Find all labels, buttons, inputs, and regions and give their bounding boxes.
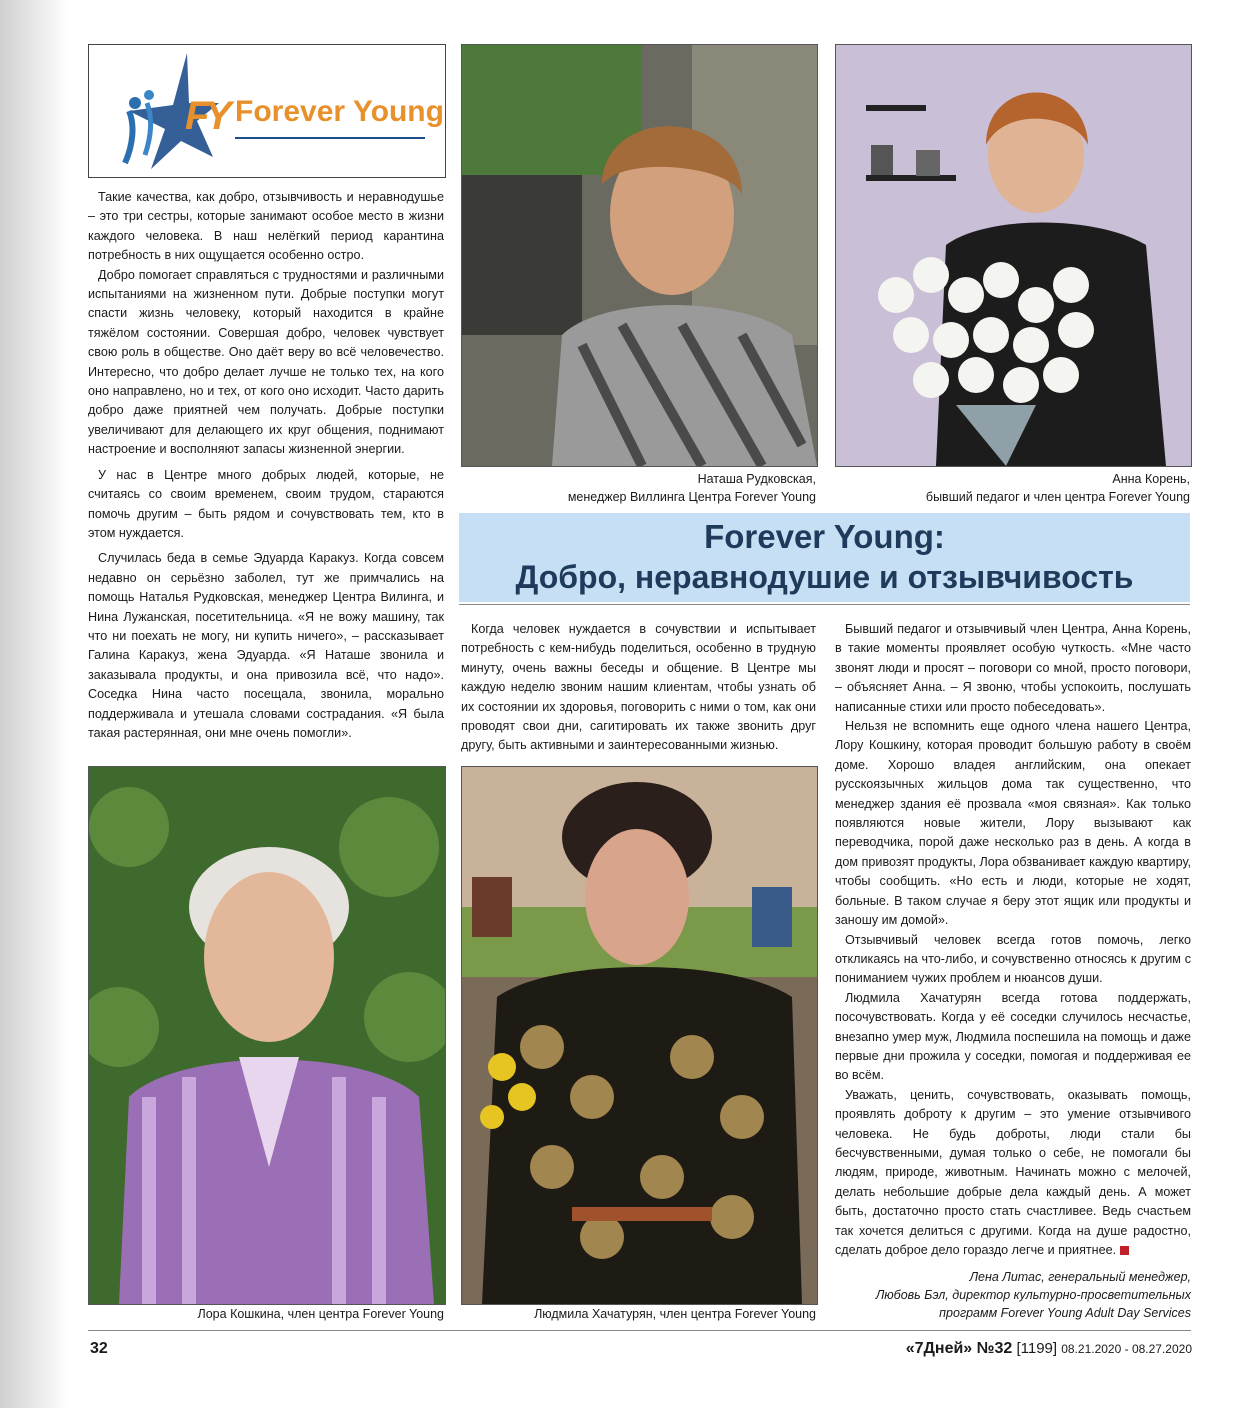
svg-text:F: F <box>185 94 210 138</box>
caption-line: Наташа Рудковская, <box>697 472 816 486</box>
paragraph: Нельзя не вспомнить еще одного члена нашего Центра, Лору Кошкину, которая проводит большую работу в своём доме. Хорошо владея английским, она опекает русскоязычных жильцов дома так существенно, что менеджер здания её прозвала «моя связная». Как только появляются новые жители, Лору вызывают как переводчика, порой даже несколько раз в день. А когда в дом привозят продукты, Лора обзванивает каждую квартиру, чтобы сообщить. «Но есть и люди, которые не ходят, больные. В таком случае я беру этот ящик или продукты и заношу им домой». <box>835 719 1191 928</box>
headline-rule <box>459 604 1190 605</box>
signature <box>835 1268 1191 1322</box>
caption-line: Анна Корень, <box>1112 472 1190 486</box>
caption-lyudmila: Людмила Хачатурян, член центра Forever Young <box>534 1307 816 1321</box>
caption-line: бывший педагог и член центра Forever Young <box>925 490 1190 504</box>
signature-line: Лена Литас, генеральный менеджер, <box>969 1270 1191 1284</box>
end-mark-icon <box>1120 1246 1129 1255</box>
paragraph: У нас в Центре много добрых людей, которые, не считаясь со своим временем, своим трудом, стараются помочь другим – быть рядом и сочувствовать тем, кто в этом нуждается. <box>88 467 444 540</box>
photo-anna-koren <box>835 44 1192 467</box>
paragraph: Когда человек нуждается в сочувствии и испытывает потребность с кем-нибудь поделиться, особенно в трудную минуту, очень важны беседы и общение. В Центре мы каждую неделю звоним нашим клиентам, чтобы узнать об их состоянии их здоровья, поговорить с ними о том, как они проводят свои дни, сагитировать их также звонить друг другу, быть активными и заинтересованными жизнью. <box>461 622 816 753</box>
column-2-text <box>461 620 816 756</box>
paragraph-text: Уважать, ценить, сочувствовать, оказывать помощь, проявлять доброту к другим – это умение отзывчивого человека. Не будь доброты, люди стали бы бесчувственными, думая только о себе, не помогали бы людям, природе, животным. Начинать можно с мелочей, делать небольшие добрые дела каждый день. А может быть, достаточно просто стать счастливее. Ведь счастьем так хочется делиться с другими. Когда на душе радостно, сделать доброе дело гораздо легче и приятнее. <box>835 1087 1191 1257</box>
footer-rule <box>88 1330 1191 1331</box>
magazine-issue <box>906 1340 1192 1358</box>
column-3-text <box>835 620 1191 1260</box>
article-headline <box>459 513 1190 602</box>
signature-line: Любовь Бэл, директор культурно-просветительных <box>875 1288 1191 1302</box>
page-gutter-shadow <box>0 0 70 1408</box>
page-number: 32 <box>90 1340 108 1357</box>
paragraph: Такие качества, как добро, отзывчивость и неравнодушье – это три сестры, которые занимают особое место в жизни каждого человека. В наш нелёгкий период карантина потребность в них ощущается особенно остро. <box>88 190 444 263</box>
paragraph: Бывший педагог и отзывчивый член Центра, Анна Корень, в такие моменты проявляет особую чуткость. «Мне часто звонят люди и просят – поговори со мной, просто поговори, – объясняет Анна. – Я звоню, чтобы успокоить, послушать написанные стихи или просто побеседовать». <box>835 622 1191 714</box>
caption-line: менеджер Виллинга Центра Forever Young <box>567 490 816 504</box>
paragraph <box>835 1086 1191 1261</box>
caption-natasha <box>461 470 816 506</box>
headline-line-1: Forever Young: <box>704 518 945 555</box>
column-1-text <box>88 188 444 743</box>
issue-dates: 08.21.2020 - 08.27.2020 <box>1061 1342 1192 1356</box>
paragraph: Отзывчивый человек всегда готов помочь, легко откликаясь на что-либо, и сочувственно относясь к другим с пониманием чужих проблем и нюансов души. <box>835 932 1191 986</box>
headline-line-2: Добро, неравнодушие и отзывчивость <box>515 559 1134 595</box>
magazine-name: «7Дней» №32 <box>905 1340 1013 1357</box>
paragraph: Добро помогает справляться с трудностями и различными испытаниями на жизненном пути. Добрые поступки могут спасти жизнь человеку, который находится в крайне тяжёлом состоянии. Совершая добро, человек чувствует свою роль в обществе. Оно даёт веру во всё человечество. Интересно, что добро делает лучше не только тех, на кого оно направлено, но и тех, от кого оно исходит. Часто дарить добро даже приятней чем получать. Добрые поступки увеличивают для делающего их круг общения, поднимают настроение и восполняют запасы жизненной энергии. <box>88 267 444 457</box>
caption-lora: Лора Кошкина, член центра Forever Young <box>197 1307 444 1321</box>
signature-line: программ Forever Young Adult Day Services <box>939 1306 1191 1320</box>
caption-anna <box>835 470 1190 506</box>
photo-natasha-rudkovskaya <box>461 44 818 467</box>
forever-young-logo <box>88 44 446 178</box>
logo-underline <box>235 137 425 139</box>
photo-lyudmila-khachaturyan <box>461 766 818 1305</box>
issue-number: [1199] <box>1016 1340 1058 1357</box>
paragraph: Случилась беда в семье Эдуарда Каракуз. Когда совсем недавно он серьёзно заболел, тут же примчались на помощь Наталья Рудковская, менеджер Центра Вилинга, и Нина Лужанская, посетительница. «Я не вожу машину, так что ни поехать не могу, ни купить ничего», – рассказывает Галина Каракуз, жена Эдуарда. «Я Наташе звонила и заказывала продукты, и она привозила всё, что надо». Соседка Нина часто посещала, звонила, морально поддерживала и утешала словами сострадания. «Я была такая растерянная, они мне очень помогли». <box>88 551 444 740</box>
paragraph: Людмила Хачатурян всегда готова поддержать, посочувствовать. Когда у её соседки случилось несчастье, внезапно умер муж, Людмила поспешила на помощь и даже первые дни прожила у соседки, помогая и поддерживая ее во всём. <box>835 990 1191 1083</box>
svg-text:Y: Y <box>205 94 232 138</box>
photo-lora-koshkina <box>88 766 446 1305</box>
logo-text: Forever Young <box>235 95 444 128</box>
